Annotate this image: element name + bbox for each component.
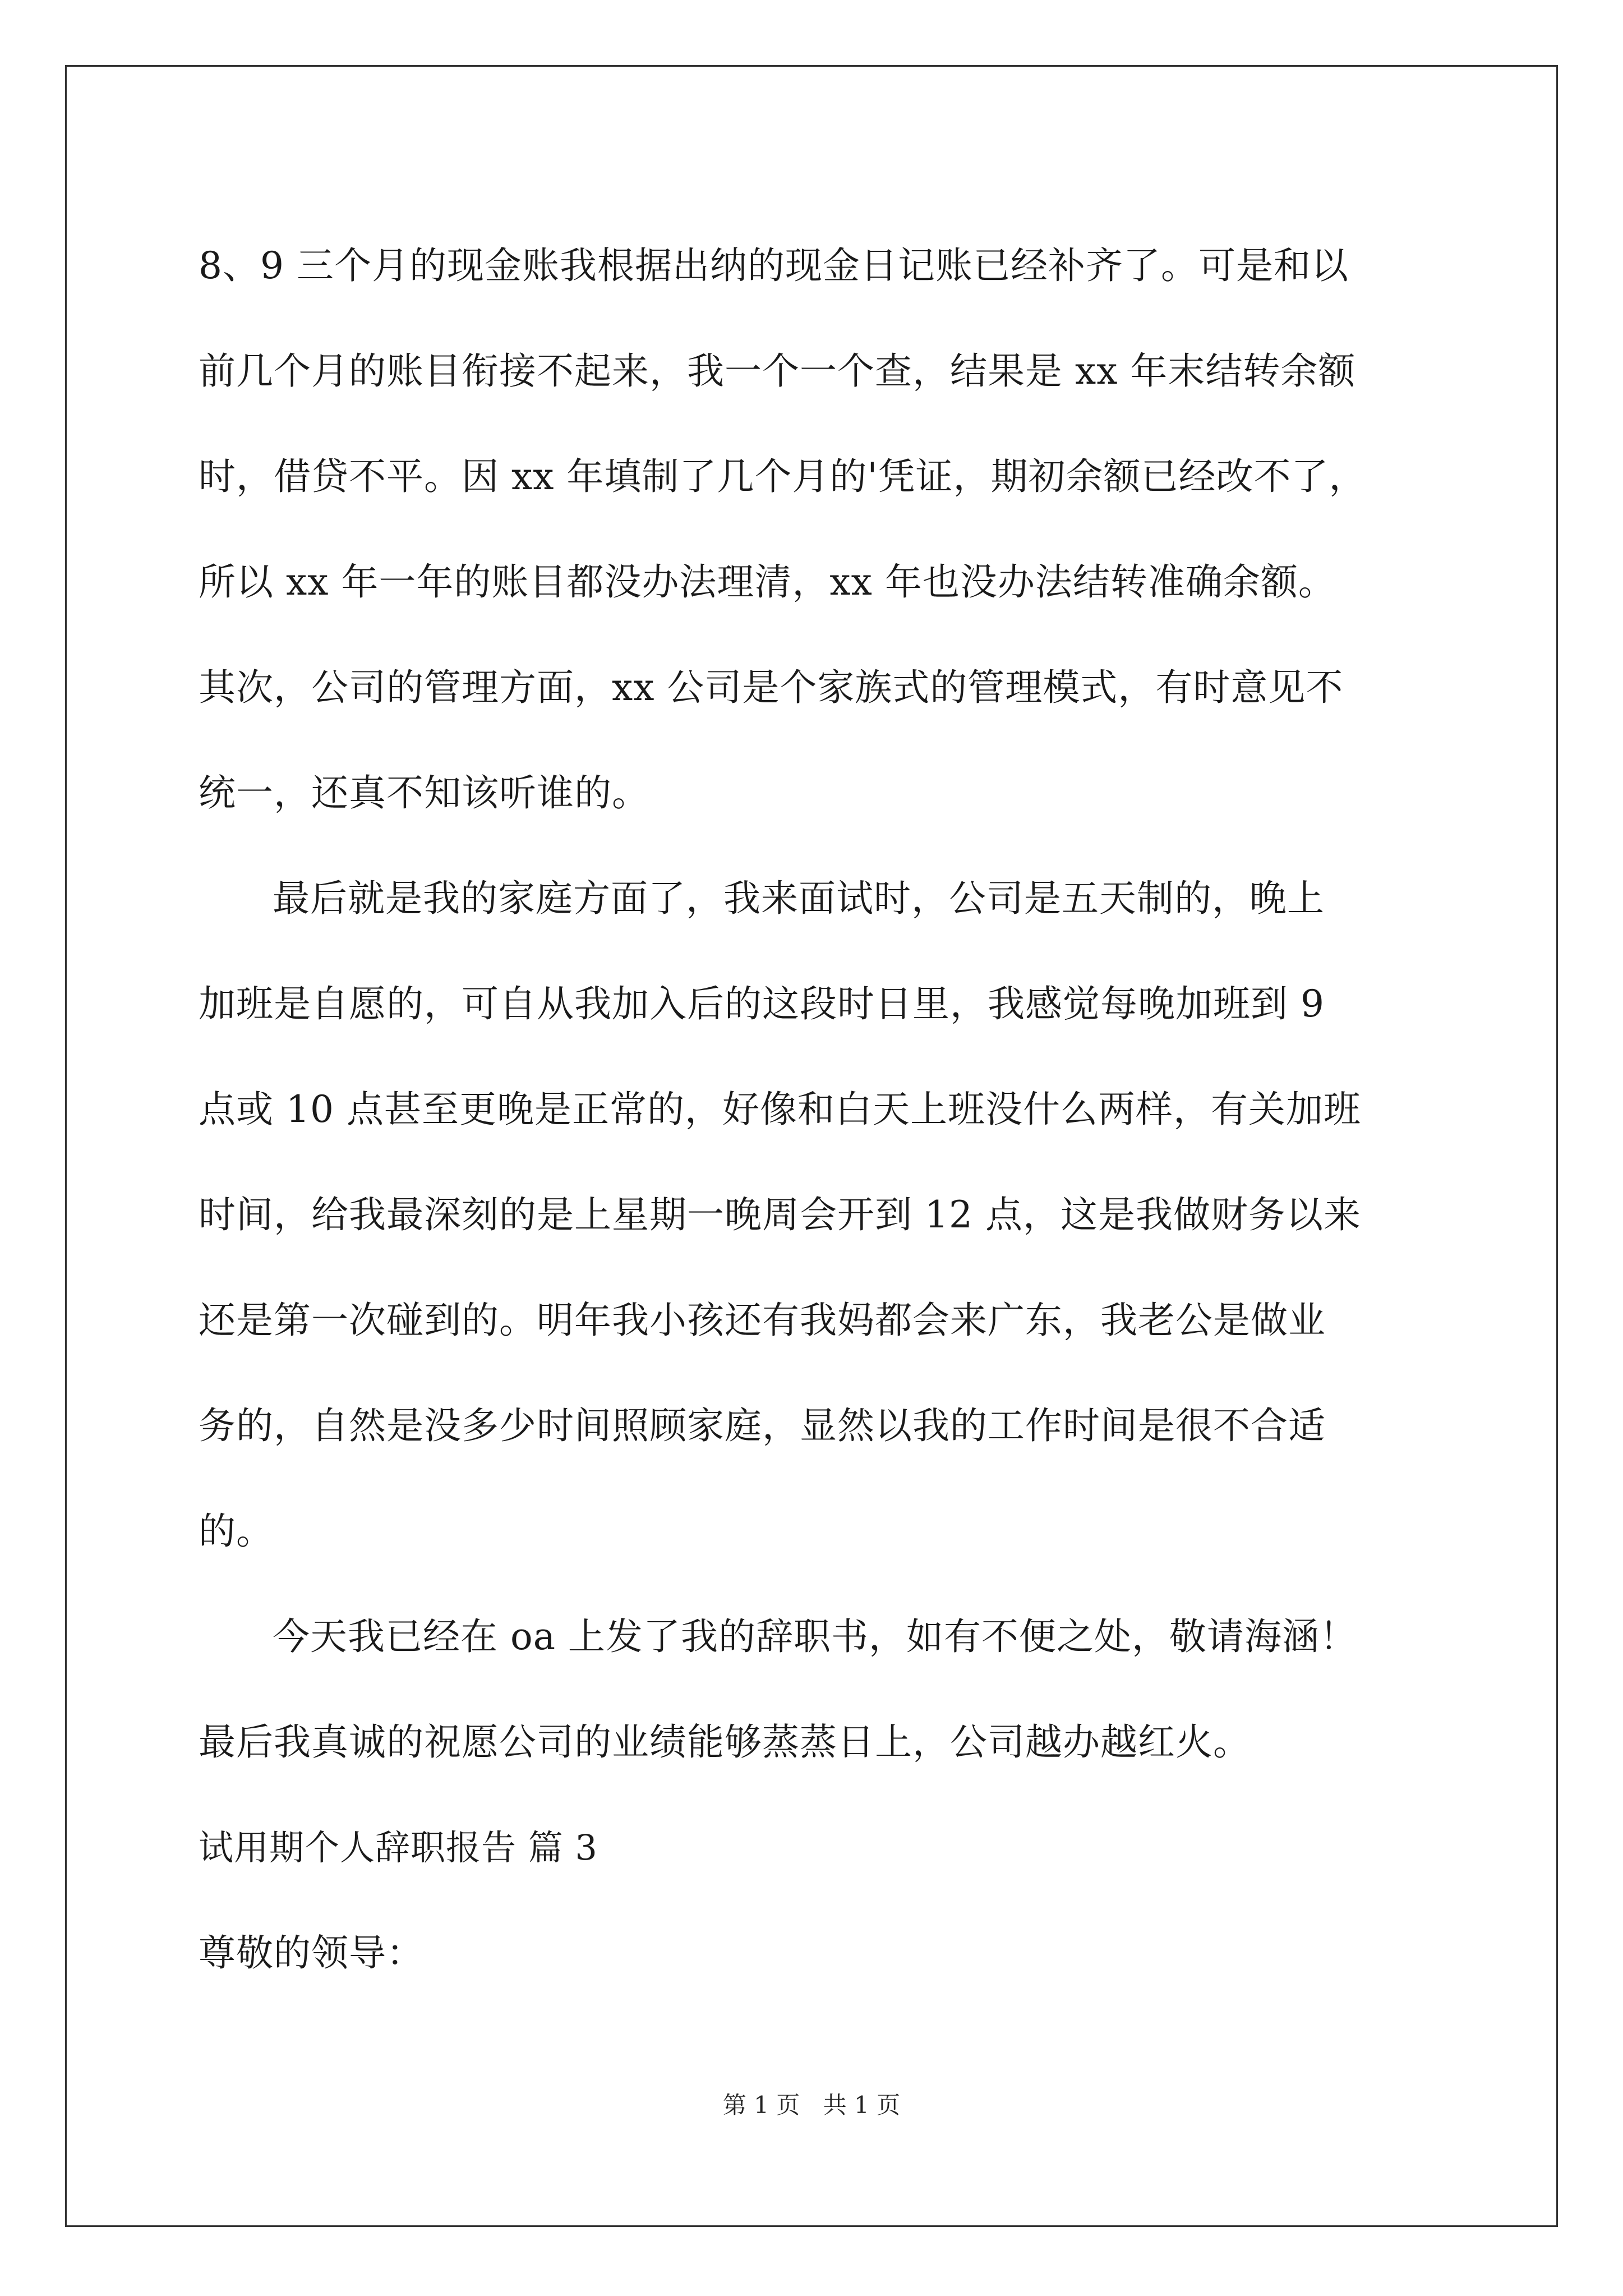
paragraph-1 — [199, 213, 1432, 846]
page-total: 共 1 页 — [823, 2091, 901, 2119]
text-line: 统一，还真不知该听谁的。 — [199, 771, 649, 815]
text-line: 务的，自然是没多少时间照顾家庭，显然以我的工作时间是很不合适 — [199, 1404, 1326, 1447]
paragraph-2 — [199, 846, 1432, 1584]
section-title: 试用期个人辞职报告 篇 3 — [199, 1827, 598, 1868]
text-line: 时间，给我最深刻的是上星期一晚周会开到 12 点，这是我做财务以来 — [199, 1193, 1361, 1236]
page-footer — [0, 2087, 1623, 2120]
document-body — [199, 213, 1432, 2006]
salutation: 尊敬的领导： — [199, 1931, 424, 1975]
paragraph-3 — [199, 1584, 1432, 1795]
text-line: 最后我真诚的祝愿公司的业绩能够蒸蒸日上，公司越办越红火。 — [199, 1720, 1251, 1764]
text-line: 的。 — [199, 1510, 274, 1553]
text-line: 时，借贷不平。因 xx 年填制了几个月的'凭证，期初余额已经改不了， — [199, 455, 1367, 498]
text-line: 所以 xx 年一年的账目都没办法理清，xx 年也没办法结转准确余额。 — [199, 560, 1336, 604]
text-line: 加班是自愿的，可自从我加入后的这段时日里，我感觉每晚加班到 9 — [199, 982, 1325, 1025]
text-line: 8、9 三个月的现金账我根据出纳的现金日记账已经补齐了。可是和以 — [199, 244, 1349, 287]
page-number: 第 1 页 — [722, 2091, 800, 2119]
text-line: 还是第一次碰到的。明年我小孩还有我妈都会来广东，我老公是做业 — [199, 1299, 1326, 1342]
text-line: 最后就是我的家庭方面了，我来面试时，公司是五天制的，晚上 — [273, 877, 1325, 920]
text-line: 今天我已经在 oa 上发了我的辞职书，如有不便之处，敬请海涵！ — [273, 1615, 1358, 1658]
text-line: 点或 10 点甚至更晚是正常的，好像和白天上班没什么两样，有关加班 — [199, 1088, 1361, 1131]
text-line: 其次，公司的管理方面，xx 公司是个家族式的管理模式，有时意见不 — [199, 666, 1344, 709]
text-line: 前几个月的账目衔接不起来，我一个一个查，结果是 xx 年末结转余额 — [199, 349, 1356, 393]
